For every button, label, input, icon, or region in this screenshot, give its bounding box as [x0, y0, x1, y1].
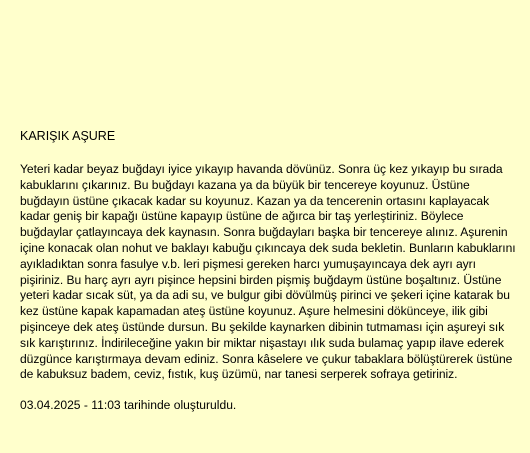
recipe-title: KARIŞIK AŞURE — [20, 129, 116, 143]
recipe-document — [20, 129, 516, 414]
recipe-instructions: Yeteri kadar beyaz buğdayı iyice yıkayıp havanda dövünüz. Sonra üç kez yıkayıp bu sırada kabuklarını çıkarınız. Bu buğdayı kazana ya da büyük bir tencereye koyunuz. Üstüne buğdayın üstüne çıkacak kadar su koyunuz. Kazan ya da tencerenin ortasını kaplayacak kadar geniş bir kapağı üstüne kapayıp üstüne de ağırca bir taş yerleştiriniz. Böylece buğdaylar çatlayıncaya dek kaynasın. Sonra buğdayları başka bir tencereye alınız. Aşurenin içine konacak olan nohut ve baklayı kabuğu çıkıncaya dek suda bekletin. Bunların kabuklarını ayıkladıktan sonra fasulye v.b. leri pişmesi gereken harcı yumuşayıncaya dek ayrı ayrı pişiriniz. Bu harç ayrı ayrı pişince hepsini birden pişmiş buğdaym üstüne boşaltınız. Üstüne yeteri kadar sıcak süt, ya da adi su, ve bulgur gibi dövülmüş pirinci ve şekeri içine katarak bu kez üstüne kapak kapamadan ateş üstüne koyunuz. Aşure helmesini dökünceye, ilik gibi pişinceye dek ateş üstünde dursun. Bu şekilde kaynarken dibinin tutmaması için aşureyi sık sık karıştırınız. İndirileceğine yakın bir miktar nişastayı ılık suda bulamaç yapıp ilave ederek düzgünce karıştırmaya devam ediniz. Sonra kâselere ve çukur tabaklara bölüştürerek üstüne de kabuksuz badem, ceviz, fıstık, kuş üzümü, nar tanesi serperek sofraya getiriniz. — [20, 162, 516, 382]
created-timestamp: 03.04.2025 - 11:03 tarihinde oluşturuldu. — [20, 398, 237, 413]
